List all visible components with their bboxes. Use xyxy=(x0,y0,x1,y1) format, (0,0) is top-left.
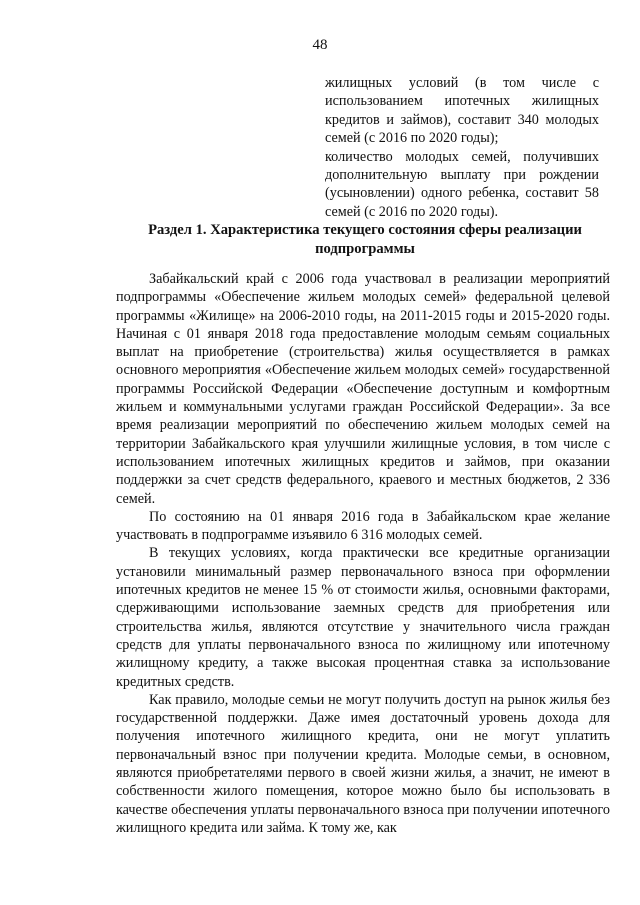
section-title xyxy=(120,221,610,259)
indicator-list xyxy=(325,74,599,221)
paragraph: Забайкальский край с 2006 года участвовал в реализации мероприятий подпрограммы «Обеспечение жильем молодых семей» федеральной целевой программы «Жилище» на 2006-2010 годы, на 2011-2015 годы и 2015-2020 годы. Начиная с 01 января 2018 года предоставление молодым семьям социальных выплат на приобретение (строительства) жилья осуществляется в рамках основного мероприятия «Обеспечение жильем молодых семей» государственной программы Российской Федерации «Обеспечение доступным и комфортным жильем и коммунальными услугами граждан Российской Федерации». За все время реализации мероприятий по обеспечению жильем молодых семей на территории Забайкальского края улучшили жилищные условия, в том числе с использованием ипотечных жилищных кредитов и займов, при оказании поддержки за счет средств федерального, краевого и местных бюджетов, 2 336 семей. xyxy=(116,271,610,507)
section-title-line: подпрограммы xyxy=(315,241,415,257)
section-title-line: Раздел 1. Характеристика текущего состояния сферы реализации xyxy=(148,222,582,238)
paragraph: По состоянию на 01 января 2016 года в Забайкальском крае желание участвовать в подпрограмме изъявило 6 316 молодых семей. xyxy=(116,508,610,544)
paragraph: Как правило, молодые семьи не могут получить доступ на рынок жилья без государственной поддержки. Даже имея достаточный уровень дохода для получения ипотечного жилищного кредита, они не могут уплатить первоначальный взнос при получении кредита. Молодые семьи, в основном, являются приобретателями первого в своей жизни жилья, а значит, не имеют в собственности жилого помещения, которое можно было бы использовать в качестве обеспечения уплаты первоначального взноса при получении ипотечного жилищного кредита или займа. К тому же, как xyxy=(116,691,610,836)
indicator-item: жилищных условий (в том числе с использованием ипотечных жилищных кредитов и займов), составит 340 молодых семей (с 2016 по 2020 годы); xyxy=(325,75,599,147)
paragraph: В текущих условиях, когда практически все кредитные организации установили минимальный размер первоначального взноса при оформлении ипотечных кредитов не менее 15 % от стоимости жилья, основными факторами, сдерживающими использование заемных средств для приобретения или строительства жилья, являются отсутствие у значительного числа граждан средств для уплаты первоначального взноса по жилищному или ипотечному жилищному кредиту, а также высокая процентная ставка за использование кредитных средств. xyxy=(116,545,610,690)
body-text xyxy=(116,270,610,837)
page-number: 48 xyxy=(312,37,328,53)
indicator-item: количество молодых семей, получивших дополнительную выплату при рождении (усыновлении) одного ребенка, составит 58 семей (с 2016 по 2020 годы). xyxy=(325,148,599,220)
